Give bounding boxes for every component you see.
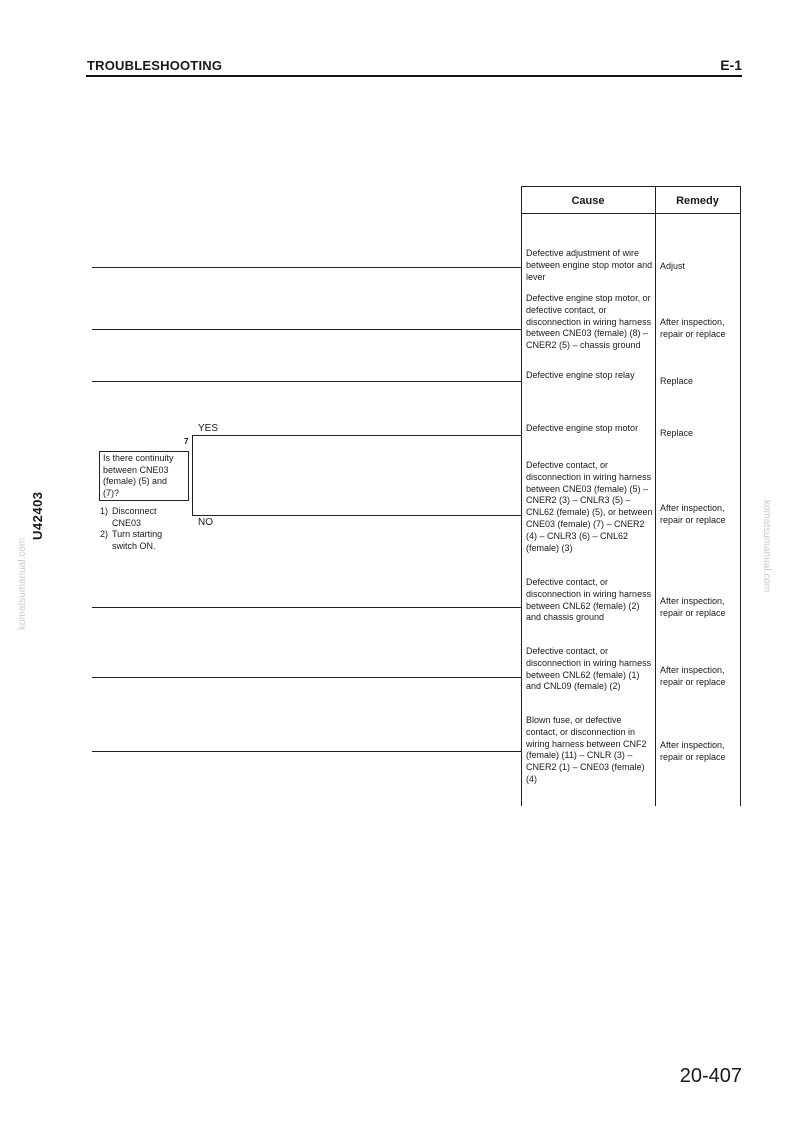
table-header-divider [521,213,741,214]
section-title: TROUBLESHOOTING [87,58,223,73]
condition-item [100,529,182,552]
remedy-cell: After inspection, repair or replace [660,503,726,525]
no-label: NO [198,517,213,528]
flow-line-row-2 [92,329,522,330]
page-number: 20-407 [679,1065,742,1087]
flow-line-row-7 [92,677,522,678]
remedy-cell: After inspection, repair or replace [660,665,726,687]
watermark-left: komatsumanual.com [17,537,28,630]
remedy-cell: Replace [660,376,694,386]
yes-label: YES [198,423,219,434]
flow-line-no [192,515,522,516]
remedy-cell: After inspection, repair or replace [660,596,726,618]
condition-text: Disconnect CNE03 [112,506,157,528]
cause-cell: Blown fuse, or defective contact, or disconnection in wiring harness between CNF2 (female) (11) – CNLR (3) – CNER2 (1) – CNE03 (female) (4) [526,715,647,784]
cause-cell: Defective engine stop relay [526,370,635,380]
remedy-cell: Adjust [660,261,686,271]
flow-line-row-6 [92,607,522,608]
condition-item [100,506,182,529]
table-top-border [521,186,741,187]
flow-line-row-3 [92,381,522,382]
side-code-text: U42403 [30,491,45,540]
remedy-header: Remedy [676,195,719,207]
cause-cell: Defective contact, or disconnection in wiring harness between CNE03 (female) (5) – CNER2 (3) – CNLR3 (5) – CNL62 (female) (5), or between CNE03 (female) (7) – CNER2 (4) – CNLR3 (6) – CNL62 (female) (3) [526,460,653,553]
check-conditions [100,506,182,552]
question-box: Is there continuity between CNE03 (female) (5) and (7)? [99,451,189,501]
cause-cell: Defective adjustment of wire between engine stop motor and lever [526,248,653,282]
section-code: E-1 [720,57,742,73]
table-right-border [740,186,741,806]
header-rule [86,75,742,77]
cause-cell: Defective engine stop motor [526,423,639,433]
remedy-cell: After inspection, repair or replace [660,740,726,762]
table-column-divider [655,186,656,806]
cause-cell: Defective contact, or disconnection in wiring harness between CNL62 (female) (1) and CNL09 (female) (2) [526,646,652,692]
flow-line-row-8 [92,751,522,752]
flow-branch-connector [192,435,193,516]
side-code [30,491,45,540]
cause-header: Cause [571,195,605,207]
flow-line-row-1 [92,267,522,268]
cause-cell: Defective contact, or disconnection in wiring harness between CNL62 (female) (2) and chassis ground [526,577,652,623]
remedy-cell: After inspection, repair or replace [660,317,726,339]
step-number: 7 [184,437,189,446]
table-left-border [521,186,522,806]
condition-number: 2) [100,529,109,539]
cause-cell: Defective engine stop motor, or defective contact, or disconnection in wiring harness between CNE03 (female) (8) – CNER2 (5) – chassis ground [526,293,652,351]
remedy-cell: Replace [660,428,694,438]
condition-text: Turn starting switch ON. [112,529,163,551]
flow-line-yes [192,435,522,436]
watermark-right: komatsumanual.com [761,500,772,593]
condition-number: 1) [100,506,109,516]
